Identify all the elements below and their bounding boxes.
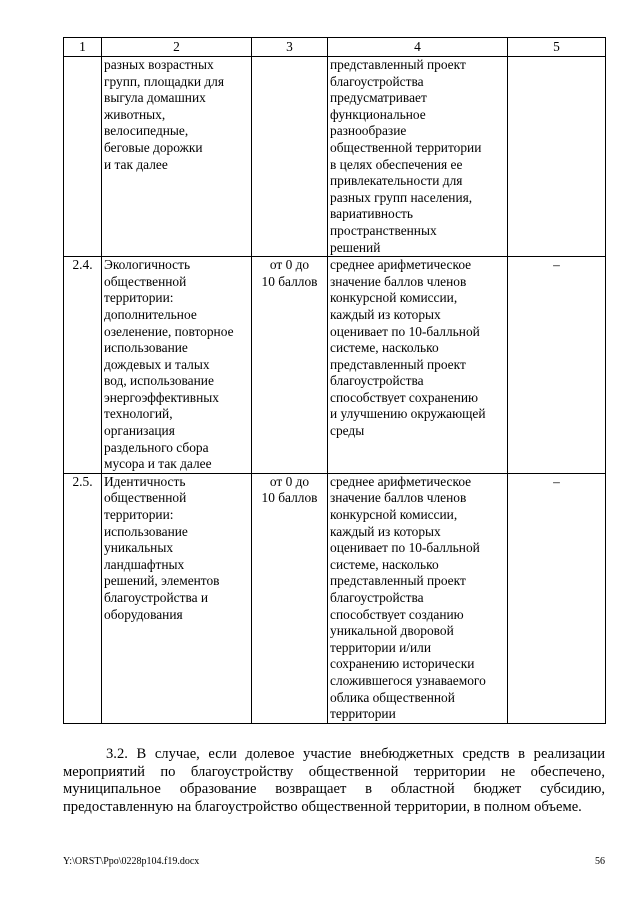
criteria-table	[63, 37, 606, 724]
header-col-4: 4	[328, 38, 508, 57]
note-cell	[508, 57, 606, 257]
table-row	[64, 257, 606, 474]
header-col-3: 3	[252, 38, 328, 57]
table-row	[64, 57, 606, 257]
method-cell: среднее арифметическое значение баллов членов конкурсной комиссии, каждый из которых оценивает по 10-балльной системе, насколько представленный проект благоустройства способствует созданию уникальной дворовой территории и/или сохранению исторически сложившегося узнаваемого облика общественной территории	[328, 473, 508, 723]
body-paragraph: 3.2. В случае, если долевое участие внебюджетных средств в реализации мероприятий по благоустройству общественной территории не обеспечено, муниципальное образование возвращает в областной бюджет субсидию, предоставленную на благоустройство общественной территории, в полном объеме.	[63, 746, 605, 815]
score-cell: от 0 до 10 баллов	[252, 257, 328, 474]
row-number: 2.4.	[64, 257, 102, 474]
footer-page-number: 56	[595, 856, 605, 867]
table-row	[64, 473, 606, 723]
header-col-1: 1	[64, 38, 102, 57]
header-col-2: 2	[102, 38, 252, 57]
row-number	[64, 57, 102, 257]
row-number: 2.5.	[64, 473, 102, 723]
header-col-5: 5	[508, 38, 606, 57]
note-cell: –	[508, 257, 606, 474]
criterion-cell: Идентичность общественной территории: использование уникальных ландшафтных решений, элементов благоустройства и оборудования	[102, 473, 252, 723]
note-cell: –	[508, 473, 606, 723]
method-cell: представленный проект благоустройства предусматривает функциональное разнообразие общественной территории в целях обеспечения ее привлекательности для разных групп населения, вариативность пространственных решений	[328, 57, 508, 257]
criterion-cell: Экологичность общественной территории: дополнительное озеленение, повторное использование дождевых и талых вод, использование энергоэффективных технологий, организация раздельного сбора мусора и так далее	[102, 257, 252, 474]
score-cell: от 0 до 10 баллов	[252, 473, 328, 723]
criterion-cell: разных возрастных групп, площадки для выгула домашних животных, велосипедные, беговые дорожки и так далее	[102, 57, 252, 257]
footer-file-path: Y:\ORST\Ppo\0228p104.f19.docx	[63, 856, 200, 867]
table-header-row	[64, 38, 606, 57]
method-cell: среднее арифметическое значение баллов членов конкурсной комиссии, каждый из которых оценивает по 10-балльной системе, насколько представленный проект благоустройства способствует сохранению и улучшению окружающей среды	[328, 257, 508, 474]
score-cell	[252, 57, 328, 257]
